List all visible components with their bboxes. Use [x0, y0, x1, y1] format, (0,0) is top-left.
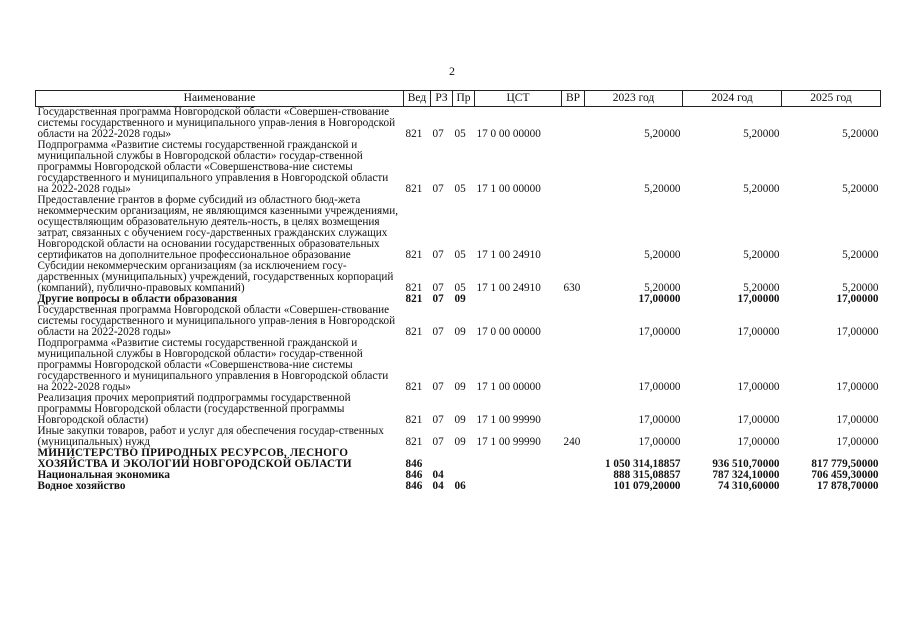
- table-row: [36, 140, 881, 195]
- cell-ved: 846: [405, 469, 423, 481]
- cell-name: Предоставление грантов в форме субсидий из областного бюд-жета некоммерческим организациям, не являющимся казенными учреждениями, осуществляющим образовательную деятель-ность, в целях возмещения затрат, связанных с обучением госу-дарственных гражданских служащих Новгородской области на основании государственных образовательных сертификатов на дополнительное профессиональное образование: [37, 194, 398, 261]
- cell-ved: 821: [405, 249, 423, 261]
- cell-pr: 05: [454, 282, 466, 294]
- cell-2024: 787 324,10000: [712, 469, 780, 481]
- table-row: [36, 338, 881, 393]
- cell-name: Субсидии некоммерческим организациям (за исключением госу-дарственных (муниципальных) учреждений, государственных корпораций (компаний), публично-правовых компаний): [37, 260, 394, 294]
- cell-rz: 07: [432, 282, 444, 294]
- cell-2024: 17,00000: [737, 326, 780, 338]
- cell-vr: [562, 294, 585, 305]
- cell-vr: 240: [563, 436, 581, 448]
- cell-2025: 17,00000: [836, 293, 879, 305]
- table-row: [36, 195, 881, 261]
- cell-pr: 09: [454, 326, 466, 338]
- cell-2025: 5,20000: [842, 128, 879, 140]
- table-row: [36, 481, 881, 492]
- cell-2023: 17,00000: [638, 293, 681, 305]
- cell-rz: 07: [432, 436, 444, 448]
- cell-2023: 5,20000: [644, 249, 681, 261]
- cell-name: Подпрограмма «Развитие системы государственной гражданской и муниципальной службы в Новгородской области» государ-ственной программы Новгородской области «Совершенствова-ние системы государственного и муниципального управления в Новгородской области на 2022-2028 годы»: [37, 139, 389, 195]
- cell-name: Подпрограмма «Развитие системы государственной гражданской и муниципальной службы в Новгородской области» государ-ственной программы Новгородской области «Совершенствова-ние системы государственного и муниципального управления в Новгородской области на 2022-2028 годы»: [37, 337, 389, 393]
- cell-pr: 05: [454, 183, 466, 195]
- header-2025: 2025 год: [782, 91, 881, 107]
- header-vr: ВР: [562, 91, 585, 107]
- cell-2023: 17,00000: [638, 436, 681, 448]
- table-row: [36, 305, 881, 338]
- cell-vr: [562, 338, 585, 393]
- cell-cst: 17 1 00 24910: [476, 249, 541, 261]
- cell-ved: 821: [405, 282, 423, 294]
- header-cst: ЦСТ: [475, 91, 562, 107]
- cell-rz: 07: [432, 293, 444, 305]
- cell-rz: 04: [432, 480, 444, 492]
- cell-ved: 821: [405, 326, 423, 338]
- cell-cst: 17 0 00 00000: [476, 128, 541, 140]
- header-row: [36, 91, 881, 107]
- table-row: [36, 107, 881, 141]
- cell-rz: 07: [432, 381, 444, 393]
- cell-2025: 5,20000: [842, 282, 879, 294]
- header-name: Наименование: [36, 91, 404, 107]
- cell-pr: 05: [454, 128, 466, 140]
- cell-2025: 706 459,30000: [811, 469, 879, 481]
- cell-2024: 5,20000: [743, 128, 780, 140]
- table-row: [36, 448, 881, 470]
- cell-ved: 821: [405, 414, 423, 426]
- cell-pr: 09: [454, 381, 466, 393]
- cell-rz: 04: [432, 469, 444, 481]
- cell-ved: 846: [405, 480, 423, 492]
- budget-table: [35, 90, 881, 492]
- cell-vr: [562, 140, 585, 195]
- cell-rz: 07: [432, 128, 444, 140]
- cell-pr: 06: [454, 480, 466, 492]
- cell-2024: 936 510,70000: [712, 458, 780, 470]
- cell-cst: 17 0 00 00000: [476, 326, 541, 338]
- cell-2025: 17 878,70000: [816, 480, 879, 492]
- cell-vr: 630: [563, 282, 581, 294]
- cell-2025: 17,00000: [836, 381, 879, 393]
- cell-2024: 74 310,60000: [717, 480, 780, 492]
- cell-2024: 17,00000: [737, 414, 780, 426]
- cell-ved: 821: [405, 293, 423, 305]
- cell-rz: 07: [432, 249, 444, 261]
- cell-ved: 821: [405, 128, 423, 140]
- cell-cst: [475, 481, 562, 492]
- cell-2025: 5,20000: [842, 183, 879, 195]
- cell-cst: 17 1 00 99990: [476, 436, 541, 448]
- cell-2024: 17,00000: [737, 436, 780, 448]
- cell-ved: 821: [405, 183, 423, 195]
- cell-2023: 5,20000: [644, 282, 681, 294]
- cell-2023: 17,00000: [638, 414, 681, 426]
- cell-2024: 5,20000: [743, 183, 780, 195]
- cell-2024: 17,00000: [737, 381, 780, 393]
- cell-cst: 17 1 00 24910: [476, 282, 541, 294]
- cell-pr: [453, 448, 475, 470]
- cell-2023: 888 315,08857: [613, 469, 681, 481]
- cell-vr: [562, 195, 585, 261]
- cell-vr: [562, 305, 585, 338]
- cell-name: Реализация прочих мероприятий подпрограммы государственной программы Новгородской области (государственной программы Новгородской области): [37, 392, 351, 426]
- cell-pr: 09: [454, 293, 466, 305]
- header-rz: РЗ: [431, 91, 453, 107]
- cell-2024: 17,00000: [737, 293, 780, 305]
- cell-name: Другие вопросы в области образования: [37, 293, 238, 305]
- cell-pr: 09: [454, 436, 466, 448]
- cell-ved: 846: [405, 458, 423, 470]
- cell-2023: 1 050 314,18857: [604, 458, 681, 470]
- header-ved: Вед: [404, 91, 431, 107]
- cell-2023: 5,20000: [644, 128, 681, 140]
- cell-2023: 17,00000: [638, 381, 681, 393]
- table-body: [36, 107, 881, 493]
- cell-ved: 821: [405, 381, 423, 393]
- cell-2025: 17,00000: [836, 436, 879, 448]
- header-pr: Пр: [453, 91, 475, 107]
- cell-name: Государственная программа Новгородской области «Совершен-ствование системы государственного и муниципального управ-ления в Новгородской области на 2022-2028 годы»: [37, 106, 396, 140]
- cell-vr: [562, 470, 585, 481]
- cell-rz: [431, 448, 453, 470]
- table-row: [36, 261, 881, 294]
- cell-ved: 821: [405, 436, 423, 448]
- cell-2025: 17,00000: [836, 414, 879, 426]
- page-number: 2: [449, 64, 455, 78]
- header-2024: 2024 год: [683, 91, 782, 107]
- table-row: [36, 393, 881, 426]
- cell-rz: 07: [432, 326, 444, 338]
- cell-rz: 07: [432, 414, 444, 426]
- cell-vr: [562, 107, 585, 141]
- cell-pr: 09: [454, 414, 466, 426]
- cell-name: Национальная экономика: [37, 469, 170, 481]
- cell-name: Иные закупки товаров, работ и услуг для обеспечения государ-ственных (муниципальных) нужд: [37, 425, 384, 448]
- cell-rz: 07: [432, 183, 444, 195]
- cell-cst: 17 1 00 99990: [476, 414, 541, 426]
- cell-2023: 17,00000: [638, 326, 681, 338]
- cell-2024: 5,20000: [743, 282, 780, 294]
- cell-name: Водное хозяйство: [37, 480, 126, 492]
- cell-2025: 17,00000: [836, 326, 879, 338]
- header-2023: 2023 год: [585, 91, 683, 107]
- cell-cst: [475, 448, 562, 470]
- table-row: [36, 426, 881, 448]
- cell-name: Государственная программа Новгородской области «Совершен-ствование системы государственного и муниципального управ-ления в Новгородской области на 2022-2028 годы»: [37, 304, 396, 338]
- cell-vr: [562, 448, 585, 470]
- cell-cst: 17 1 00 00000: [476, 381, 541, 393]
- cell-vr: [562, 393, 585, 426]
- cell-cst: [475, 470, 562, 481]
- cell-2025: 817 779,50000: [811, 458, 879, 470]
- cell-pr: 05: [454, 249, 466, 261]
- cell-cst: [475, 294, 562, 305]
- cell-2024: 5,20000: [743, 249, 780, 261]
- cell-2023: 101 079,20000: [613, 480, 681, 492]
- cell-2025: 5,20000: [842, 249, 879, 261]
- cell-2023: 5,20000: [644, 183, 681, 195]
- cell-name: МИНИСТЕРСТВО ПРИРОДНЫХ РЕСУРСОВ, ЛЕСНОГО ХОЗЯЙСТВА И ЭКОЛОГИИ НОВГОРОДСКОЙ ОБЛАСТИ: [37, 447, 352, 470]
- cell-cst: 17 1 00 00000: [476, 183, 541, 195]
- cell-vr: [562, 481, 585, 492]
